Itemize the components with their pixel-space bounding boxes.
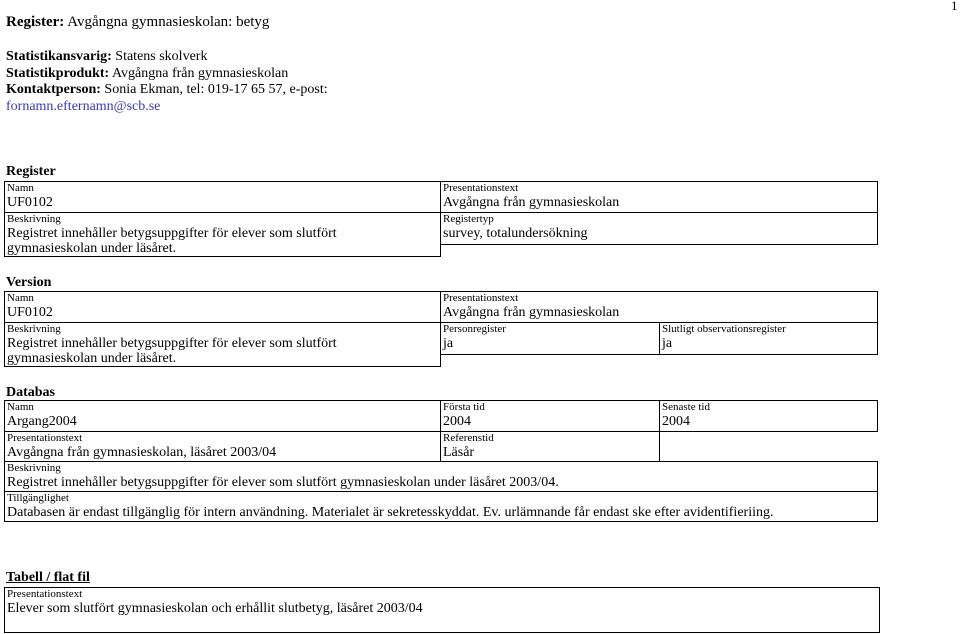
field-label: Namn [7,292,34,304]
field-value: Avgångna från gymnasieskolan [443,305,620,320]
meta-statistics-product [6,66,288,82]
meta-statistics-responsible [6,49,207,65]
register-name-field [4,181,441,213]
meta-label: Kontaktperson: [6,82,101,97]
register-type-field [440,212,878,245]
field-label: Presentationstext [7,588,83,600]
table-heading: Tabell / flat fil [6,570,90,585]
field-label: Presentationstext [7,432,83,444]
field-value: Elever som slutfört gymnasieskolan och erhållit slutbetyg, läsåret 2003/04 [7,601,423,616]
field-value: Databasen är endast tillgänglig för intern användning. Materialet är sekretesskyddat. Ev. urlämnande får endast ske efter avidentifieriing. [7,505,774,520]
field-value: 2004 [662,414,690,429]
field-value: Registret innehåller betygsuppgifter för elever som slutfört gymnasieskolan under läsåret 2003/04. [7,475,559,490]
version-name-field [4,291,441,323]
register-description-field [4,212,441,257]
register-presentation-field [440,181,878,213]
field-label: Registertyp [443,213,494,225]
document-title-value: Avgångna gymnasieskolan: betyg [67,14,270,30]
field-label: Presentationstext [443,292,519,304]
meta-value: Statens skolverk [115,49,208,64]
field-label: Tillgänglighet [7,492,69,504]
field-label: Senaste tid [662,401,710,413]
field-value: survey, totalundersökning [443,226,588,241]
version-presentation-field [440,291,878,323]
field-label: Personregister [443,323,506,335]
database-name-field [4,400,441,432]
field-value-line: Registret innehåller betygsuppgifter för elever som slutfört [7,336,337,351]
database-availability-field [4,491,878,522]
meta-label: Statistikprodukt: [6,66,110,81]
field-value: Avgångna från gymnasieskolan, läsåret 2003/04 [7,445,277,460]
database-reference-time-field [440,431,660,462]
document-title-label: Register: [6,14,65,30]
field-label: Slutligt observationsregister [662,323,786,335]
page-number: 1 [951,0,958,13]
field-value: UF0102 [7,305,53,320]
database-first-time-field [440,400,660,432]
field-value-line: gymnasieskolan under läsåret. [7,351,177,366]
field-value: 2004 [443,414,471,429]
field-value-line: Registret innehåller betygsuppgifter för elever som slutfört [7,226,337,241]
field-value: Läsår [443,445,475,460]
field-value: ja [443,336,454,351]
field-value: UF0102 [7,195,53,210]
meta-contact-person [6,82,328,98]
contact-email-link[interactable]: fornamn.efternamn@scb.se [6,99,161,114]
table-presentation-field [4,587,880,633]
database-heading: Databas [6,385,56,400]
version-final-register-field [659,322,878,355]
field-value: Avgångna från gymnasieskolan [443,195,620,210]
version-heading: Version [6,275,52,290]
meta-value: Sonia Ekman, tel: 019-17 65 57, e-post: [104,82,328,97]
version-description-field [4,322,441,367]
register-heading: Register [6,164,56,179]
field-value: ja [662,336,673,351]
database-last-time-field [659,400,878,432]
database-description-field [4,461,878,492]
field-label: Första tid [443,401,485,413]
meta-value: Avgångna från gymnasieskolan [111,66,289,81]
field-label: Beskrivning [7,462,61,474]
field-value-line: gymnasieskolan under läsåret. [7,241,177,256]
field-label: Beskrivning [7,323,61,335]
version-person-register-field [440,322,660,355]
field-label: Namn [7,401,34,413]
database-presentation-field [4,431,441,462]
field-label: Namn [7,182,34,194]
document-title [6,14,269,31]
field-label: Presentationstext [443,182,519,194]
field-label: Beskrivning [7,213,61,225]
meta-label: Statistikansvarig: [6,49,112,64]
field-label: Referenstid [443,432,494,444]
field-value: Argang2004 [7,414,77,429]
